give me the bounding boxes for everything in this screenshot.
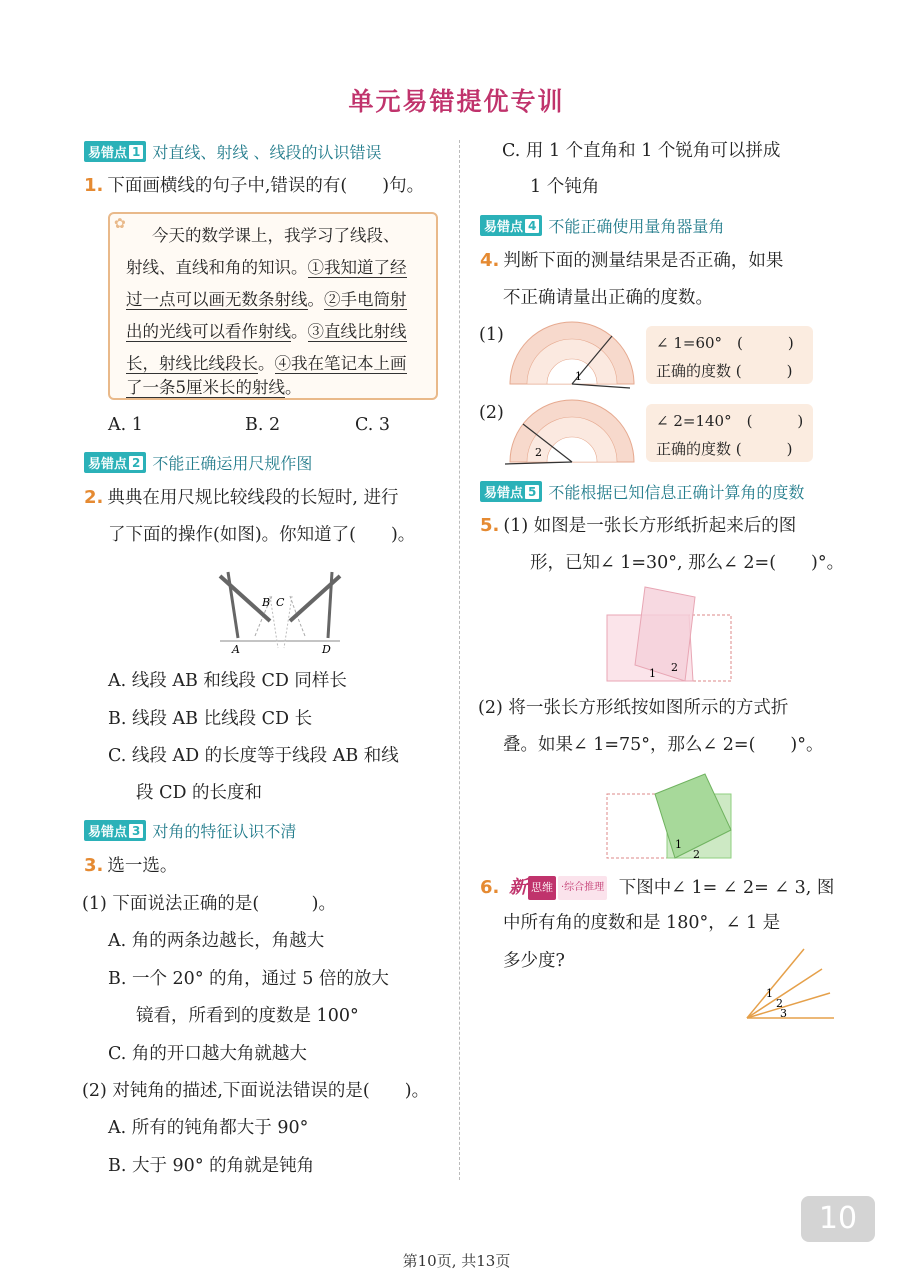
- q5-fold-figure-1: [605, 585, 735, 685]
- q6-stem-line1: 6. 新 思维 ·综合推理 下图中∠ 1= ∠ 2= ∠ 3, 图: [480, 877, 835, 898]
- story-line: 了一条5厘米长的射线。: [126, 378, 302, 397]
- q2-option-c: C. 线段 AD 的长度等于线段 AB 和线: [108, 746, 399, 766]
- error-tag-3: 易错点 3 对角的特征认识不清: [84, 819, 296, 842]
- q3-p1-option-b-cont: 镜看，所看到的度数是 100°: [136, 1006, 359, 1026]
- q3-part2: (2) 对钝角的描述,下面说法错误的是( )。: [82, 1081, 430, 1101]
- q3-p1-option-b: B. 一个 20° 的角，通过 5 倍的放大: [108, 969, 389, 989]
- q4-stem-line2: 不正确请量出正确的度数。: [503, 288, 713, 308]
- q4-item2-label: (2): [479, 403, 504, 423]
- q6-angle-1: 1: [766, 987, 773, 1000]
- q4-item2-correct: 正确的度数 ( ): [656, 440, 793, 458]
- q2-stem-line2: 了下面的操作(如图)。你知道了( )。: [108, 525, 416, 545]
- flower-icon: ✿: [114, 216, 126, 232]
- q1-option-b: B. 2: [245, 415, 281, 435]
- q3-p2-option-b: B. 大于 90° 的角就是钝角: [108, 1156, 315, 1176]
- q2-stem-line1: 2. 典典在用尺规比较线段的长短时, 进行: [84, 487, 399, 508]
- story-line: 射线、直线和角的知识。①我知道了经: [126, 258, 407, 277]
- q4-item1-label: (1): [479, 325, 504, 345]
- error-tag-1: 易错点 1 对直线、射线 、线段的认识错误: [84, 140, 381, 163]
- q3-part1: (1) 下面说法正确的是( )。: [82, 894, 337, 914]
- q4-item1-result: ∠ 1=60° ( ): [656, 334, 794, 352]
- q3-p1-option-a: A. 角的两条边越长，角越大: [108, 931, 325, 951]
- q2-compass-figure: [210, 566, 350, 656]
- q1-story-box: [108, 212, 438, 400]
- error-tag-5: 易错点 5 不能根据已知信息正确计算角的度数: [480, 480, 804, 503]
- q5-part2-line1: (2) 将一张长方形纸按如图所示的方式折: [478, 698, 789, 718]
- q2-option-a: A. 线段 AB 和线段 CD 同样长: [108, 671, 347, 691]
- q3-stem: 3. 选一选。: [84, 855, 178, 876]
- error-tag-4: 易错点 4 不能正确使用量角器量角: [480, 214, 724, 237]
- fig-label-a: A: [232, 643, 240, 656]
- q6-angle-3: 3: [780, 1007, 787, 1020]
- fig-label-c: C: [276, 596, 285, 609]
- q5-fold-figure-2: [605, 770, 735, 862]
- q6-stem-line2: 中所有角的度数和是 180°，∠ 1 是: [503, 913, 781, 933]
- story-line: 出的光线可以看作射线。③直线比射线: [126, 322, 407, 341]
- q4-item1-correct: 正确的度数 ( ): [656, 362, 793, 380]
- fold1-angle-1: 1: [649, 667, 656, 680]
- fold2-angle-1: 1: [675, 838, 682, 851]
- q6-angle-figure: [742, 945, 837, 1025]
- story-line: 长，射线比线段长。④我在笔记本上画: [126, 354, 407, 373]
- column-divider: [459, 140, 460, 1180]
- fig-label-d: D: [322, 643, 331, 656]
- fold2-angle-2: 2: [693, 848, 700, 861]
- q1-stem: 1. 下面画横线的句子中,错误的有( )句。: [84, 175, 425, 196]
- fold1-angle-2: 2: [671, 661, 678, 674]
- fig-label-b: B: [262, 596, 271, 609]
- page-title: 单元易错提优专训: [348, 87, 565, 116]
- angle-label-1: 1: [575, 370, 582, 383]
- q4-item2-result: ∠ 2=140° ( ): [656, 412, 804, 430]
- error-tag-2: 易错点 2 不能正确运用尺规作图: [84, 451, 312, 474]
- q1-option-c: C. 3: [355, 415, 391, 435]
- q2-option-b: B. 线段 AB 比线段 CD 长: [108, 709, 313, 729]
- q5-part1-line2: 形，已知∠ 1=30°, 那么∠ 2=( )°。: [530, 553, 845, 573]
- q1-option-a: A. 1: [108, 415, 143, 435]
- q6-stem-line3: 多少度?: [503, 951, 565, 971]
- protractor-2: [505, 396, 640, 468]
- page-footer: 第10页, 共13页: [402, 1252, 511, 1270]
- q3-p1-option-c: C. 角的开口越大角就越大: [108, 1044, 307, 1064]
- page-number-badge: 10: [801, 1196, 875, 1242]
- q5-part1-line1: 5. (1) 如图是一张长方形纸折起来后的图: [480, 515, 797, 536]
- q6-angle-2: 2: [776, 997, 783, 1010]
- story-line: 今天的数学课上，我学习了线段、: [152, 226, 400, 245]
- story-line: 过一点可以画无数条射线。②手电筒射: [126, 290, 407, 309]
- q2-option-c-cont: 段 CD 的长度和: [136, 783, 263, 803]
- q5-part2-line2: 叠。如果∠ 1=75°，那么∠ 2=( )°。: [503, 735, 824, 755]
- q3-p2-option-c: C. 用 1 个直角和 1 个锐角可以拼成: [502, 141, 781, 161]
- angle-label-2: 2: [535, 446, 542, 459]
- q3-p2-option-a: A. 所有的钝角都大于 90°: [108, 1118, 309, 1138]
- protractor-1: [505, 318, 640, 390]
- new-thinking-badge: 新 思维 ·综合推理: [509, 876, 607, 900]
- q4-stem-line1: 4. 判断下面的测量结果是否正确，如果: [480, 250, 784, 271]
- q3-p2-option-c-cont: 1 个钝角: [530, 177, 600, 197]
